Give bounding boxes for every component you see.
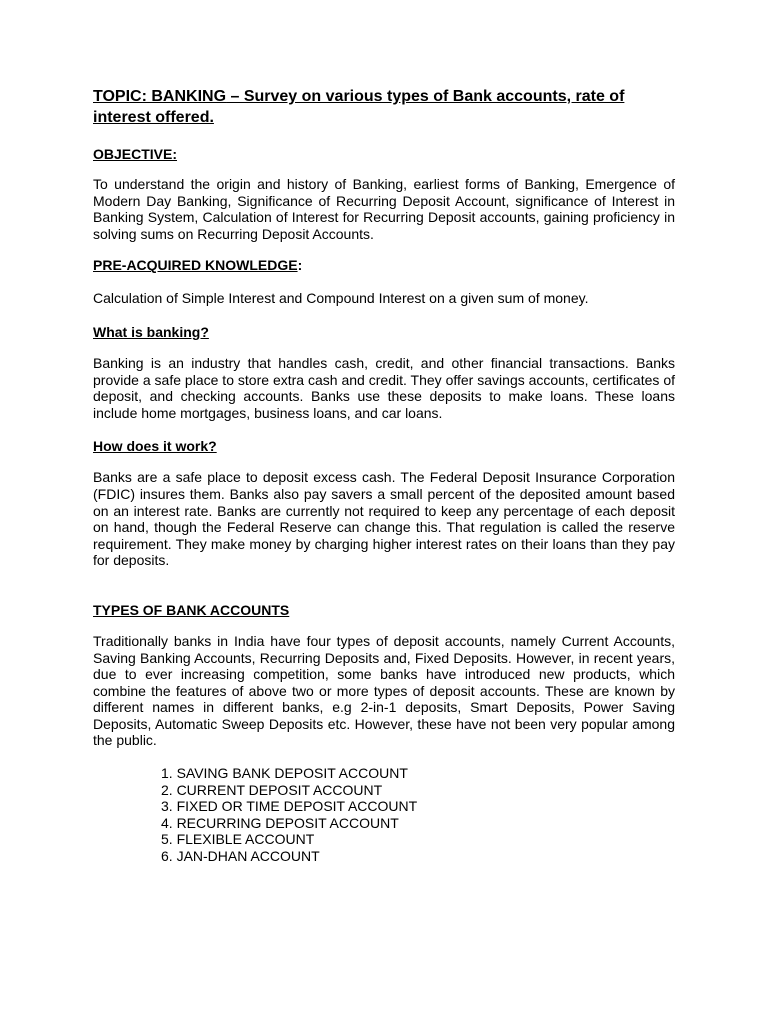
list-item: 1. SAVING BANK DEPOSIT ACCOUNT bbox=[161, 765, 408, 782]
objective-paragraph: To understand the origin and history of Banking, earliest forms of Banking, Emergence of Modern Day Banking, Significance of Recurring Deposit Account, significance of Interest in Banking System, Calculation of Interest for Recurring Deposit accounts, gaining proficiency in solving sums on Recurring Deposit Accounts. bbox=[93, 176, 675, 242]
what-is-banking-paragraph: Banking is an industry that handles cash, credit, and other financial transactions. Banks provide a safe place to store extra cash and credit. They offer savings accounts, certificates of deposit, and checking accounts. Banks use these deposits to make loans. These loans include home mortgages, business loans, and car loans. bbox=[93, 354, 675, 421]
how-it-works-heading: How does it work? bbox=[93, 438, 217, 455]
types-paragraph: Traditionally banks in India have four types of deposit accounts, namely Current Accounts, Saving Banking Accounts, Recurring Deposits and, Fixed Deposits. However, in recent years, due to ever increasing competition, some banks have introduced new products, which combine the features of above two or more types of deposit accounts. These are known by different names in different banks, e.g 2-in-1 deposits, Smart Deposits, Power Saving Deposits, Automatic Sweep Deposits etc. However, these have not been very popular among the public. bbox=[93, 632, 675, 749]
list-item: 6. JAN-DHAN ACCOUNT bbox=[161, 848, 320, 865]
list-item: 3. FIXED OR TIME DEPOSIT ACCOUNT bbox=[161, 798, 418, 815]
document-body bbox=[93, 86, 675, 865]
title-subject: – Survey on various types of Bank accounts, rate of interest offered. bbox=[93, 88, 625, 126]
what-is-banking-heading: What is banking? bbox=[93, 323, 209, 340]
pre-acquired-heading: PRE-ACQUIRED KNOWLEDGE: bbox=[93, 257, 303, 274]
types-heading: TYPES OF BANK ACCOUNTS bbox=[93, 601, 290, 618]
list-item: 4. RECURRING DEPOSIT ACCOUNT bbox=[161, 814, 399, 831]
account-types-list bbox=[161, 765, 743, 865]
document-title bbox=[93, 86, 675, 128]
list-item: 2. CURRENT DEPOSIT ACCOUNT bbox=[161, 781, 383, 798]
list-item: 5. FLEXIBLE ACCOUNT bbox=[161, 831, 315, 848]
objective-heading: OBJECTIVE: bbox=[93, 146, 178, 162]
how-it-works-paragraph: Banks are a safe place to deposit excess cash. The Federal Deposit Insurance Corporation (FDIC) insures them. Banks also pay savers a small percent of the deposited amount based on an interest rate. Banks are currently not required to keep any percentage of each deposit on hand, though the Federal Reserve can change this. That regulation is called the reserve requirement. They make money by charging higher interest rates on their loans than they pay for deposits. bbox=[93, 469, 675, 569]
title-topic: TOPIC: BANKING bbox=[93, 88, 227, 105]
pre-acquired-paragraph: Calculation of Simple Interest and Compound Interest on a given sum of money. bbox=[93, 290, 589, 307]
